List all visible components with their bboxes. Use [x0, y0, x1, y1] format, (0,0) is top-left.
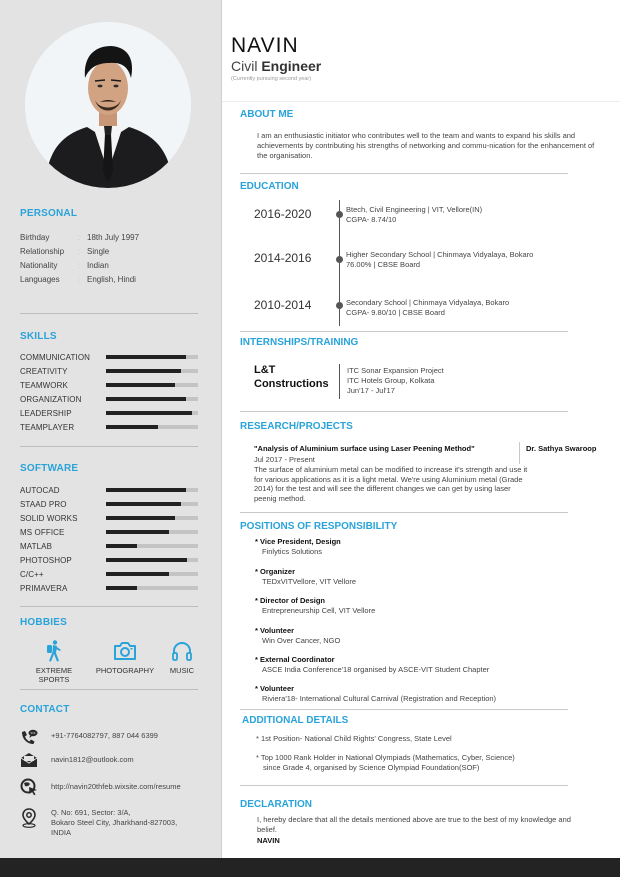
position-item	[255, 567, 356, 587]
education-score: CGPA- 9.80/10 | CBSE Board	[346, 307, 445, 317]
software-row	[20, 554, 198, 566]
project-title: "Analysis of Aluminium surface using Laser Peening Method"	[254, 444, 475, 453]
job-title-bold: Engineer	[261, 58, 322, 74]
position-title: * Organizer	[255, 567, 296, 576]
skill-label: ORGANIZATION	[20, 394, 82, 404]
additional-line: * Top 1000 Rank Holder in National Olympiads (Mathematics, Cyber, Science)	[256, 753, 515, 762]
education-institution: Secondary School | Chinmaya Vidyalaya, Bokaro	[346, 298, 510, 307]
location-pin-icon	[20, 808, 51, 826]
software-bar	[106, 516, 198, 520]
education-entry	[346, 250, 533, 270]
skills-heading: SKILLS	[20, 331, 57, 342]
personal-value: English, Hindi	[87, 275, 136, 284]
project-dates: Jul 2017 - Present	[254, 455, 315, 464]
job-title-light: Civil	[231, 58, 258, 74]
avatar	[25, 22, 191, 188]
hiker-icon	[45, 640, 63, 662]
skill-bar	[106, 383, 198, 387]
contact-website	[20, 778, 181, 796]
software-label: MS OFFICE	[20, 527, 65, 537]
software-bar-fill	[106, 530, 169, 534]
address-line: Bokaro Steel City, Jharkhand-827003,	[51, 818, 178, 828]
skill-label: COMMUNICATION	[20, 352, 91, 362]
divider	[240, 173, 568, 174]
skill-row	[20, 393, 198, 405]
profile-photo	[25, 22, 191, 188]
hobby-label: EXTREME SPORTS	[35, 666, 73, 684]
personal-key: Languages	[20, 275, 60, 284]
skill-row	[20, 365, 198, 377]
personal-row-nationality	[20, 261, 109, 270]
timeline-dot	[336, 211, 343, 218]
software-label: STAAD PRO	[20, 499, 67, 509]
skill-label: TEAMPLAYER	[20, 422, 75, 432]
contact-address	[20, 808, 177, 838]
company-line: L&T	[254, 364, 276, 376]
position-item	[255, 684, 496, 704]
project-guide: Dr. Sathya Swaroop	[526, 444, 597, 453]
address	[51, 808, 177, 838]
personal-row-languages	[20, 275, 136, 284]
envelope-icon	[20, 752, 51, 770]
position-item	[255, 655, 489, 675]
education-score: 76.00% | CBSE Board	[346, 259, 421, 269]
timeline-dot	[336, 256, 343, 263]
divider	[20, 313, 198, 314]
education-heading: EDUCATION	[240, 181, 299, 192]
email-link[interactable]: navin1812@outlook.com	[51, 755, 134, 764]
research-heading: RESEARCH/PROJECTS	[240, 421, 353, 432]
position-item	[255, 596, 375, 616]
phone-icon	[20, 729, 51, 747]
skill-bar-fill	[106, 411, 192, 415]
position-title: * Director of Design	[255, 596, 326, 605]
divider	[240, 331, 568, 332]
divider	[240, 512, 568, 513]
internship-company	[254, 363, 329, 392]
divider	[240, 709, 568, 710]
software-row	[20, 526, 198, 538]
position-org: TEDxVITVellore, VIT Vellore	[262, 577, 357, 587]
skill-bar-fill	[106, 383, 175, 387]
software-row	[20, 582, 198, 594]
about-text: I am an enthusiastic initiator who contributes well to the team and wants to expand his skills and achievements by contributing his strengths of networking and commu-nication for the enhancement of the organisation.	[257, 131, 595, 161]
personal-row-relationship	[20, 247, 109, 256]
contact-heading: CONTACT	[20, 704, 70, 715]
software-bar-fill	[106, 544, 137, 548]
software-row	[20, 498, 198, 510]
position-title: * Volunteer	[255, 626, 295, 635]
skill-bar	[106, 411, 198, 415]
skill-row	[20, 351, 198, 363]
internship-dates: Jun'17 - Jul'17	[347, 385, 395, 395]
personal-separator: :	[78, 261, 81, 270]
software-row	[20, 540, 198, 552]
software-bar-fill	[106, 586, 137, 590]
personal-value: Indian	[87, 261, 109, 270]
skill-bar-fill	[106, 369, 181, 373]
hobby-photography	[92, 640, 158, 675]
software-heading: SOFTWARE	[20, 463, 79, 474]
education-institution: Higher Secondary School | Chinmaya Vidyalaya, Bokaro	[346, 250, 534, 259]
education-years: 2014-2016	[254, 251, 312, 265]
position-org: Riviera'18- International Cultural Carnival (Registration and Reception)	[262, 694, 497, 704]
skill-bar	[106, 397, 198, 401]
skill-bar-fill	[106, 425, 158, 429]
vertical-divider	[339, 364, 340, 399]
personal-key: Relationship	[20, 247, 65, 256]
footer-bar	[0, 858, 620, 877]
additional-item: * 1st Position- National Child Rights' Congress, State Level	[256, 734, 452, 743]
job-title	[231, 58, 321, 74]
software-bar-fill	[106, 488, 186, 492]
position-title: * External Coordinator	[255, 655, 335, 664]
software-row	[20, 568, 198, 580]
about-heading: ABOUT ME	[240, 109, 294, 120]
skill-bar	[106, 425, 198, 429]
additional-line: since Grade 4, organised by Science Olympiad Foundation(SOF)	[263, 763, 480, 773]
skill-label: CREATIVITY	[20, 366, 68, 376]
software-bar	[106, 530, 198, 534]
skill-row	[20, 407, 198, 419]
software-label: PHOTOSHOP	[20, 555, 72, 565]
position-title: * Vice President, Design	[255, 537, 341, 546]
software-bar	[106, 488, 198, 492]
software-bar-fill	[106, 572, 169, 576]
skill-bar-fill	[106, 355, 186, 359]
position-title: * Volunteer	[255, 684, 295, 693]
phone-number[interactable]: +91-7764082797, 887 044 6399	[51, 731, 158, 740]
internship-project: ITC Sonar Expansion Project	[347, 366, 444, 375]
software-bar-fill	[106, 502, 181, 506]
personal-heading: PERSONAL	[20, 208, 78, 219]
software-label: PRIMAVERA	[20, 583, 68, 593]
software-bar	[106, 586, 198, 590]
headphones-icon	[171, 640, 193, 662]
contact-phone	[20, 729, 158, 747]
skill-label: LEADERSHIP	[20, 408, 72, 418]
software-bar-fill	[106, 558, 187, 562]
timeline-dot	[336, 302, 343, 309]
personal-separator: :	[78, 233, 81, 242]
address-line: INDIA	[51, 828, 72, 838]
position-org: ASCE India Conference'18 organised by ASCE-VIT Student Chapter	[262, 665, 490, 675]
personal-row-birthday	[20, 233, 139, 242]
website-link[interactable]: http://navin20thfeb.wixsite.com/resume	[51, 782, 181, 791]
additional-item	[256, 753, 515, 773]
hobby-label: PHOTOGRAPHY	[95, 666, 155, 675]
education-score: CGPA- 8.74/10	[346, 214, 397, 224]
position-org: Entrepreneurship Cell, VIT Vellore	[262, 606, 376, 616]
declaration-text: I, hereby declare that all the details mentioned above are true to the best of my knowledge and belief.	[257, 815, 571, 835]
internship-details	[347, 366, 444, 395]
education-years: 2016-2020	[254, 207, 312, 221]
software-label: AUTOCAD	[20, 485, 60, 495]
personal-separator: :	[78, 275, 81, 284]
project-description: The surface of aluminium metal can be modified to increase it's strength and use it for various applications as it is a light metal. We're using Aluminium metal (Grade 2014) for the test and will see the different changes we can get by using laser peenig method.	[254, 464, 528, 503]
contact-email	[20, 752, 134, 770]
declaration-heading: DECLARATION	[240, 799, 313, 810]
positions-heading: POSITIONS OF RESPONSIBILITY	[240, 521, 398, 532]
education-years: 2010-2014	[254, 298, 312, 312]
skill-bar-fill	[106, 397, 186, 401]
skill-bar	[106, 355, 198, 359]
divider	[20, 689, 198, 690]
skill-bar	[106, 369, 198, 373]
education-entry	[346, 205, 482, 225]
position-item	[255, 626, 340, 646]
personal-value: Single	[87, 247, 110, 256]
position-org: Win Over Cancer, NGO	[262, 636, 341, 646]
signature: NAVIN	[257, 836, 280, 845]
software-label: SOLID WORKS	[20, 513, 78, 523]
globe-cursor-icon	[20, 778, 51, 796]
company-line: Constructions	[254, 378, 329, 391]
hobby-extreme-sports	[20, 640, 88, 684]
software-bar	[106, 558, 198, 562]
position-org: Finlytics Solutions	[262, 547, 323, 557]
hobby-label: MUSIC	[169, 666, 195, 675]
divider	[20, 446, 198, 447]
skill-row	[20, 379, 198, 391]
skill-label: TEAMWORK	[20, 380, 68, 390]
software-row	[20, 512, 198, 524]
software-bar	[106, 502, 198, 506]
hobbies-heading: HOBBIES	[20, 617, 67, 628]
education-entry	[346, 298, 509, 318]
software-bar-fill	[106, 516, 175, 520]
internship-client: ITC Hotels Group, Kolkata	[347, 375, 435, 385]
skill-row	[20, 421, 198, 433]
camera-icon	[113, 640, 137, 662]
hobby-music	[164, 640, 200, 675]
project-details	[254, 455, 534, 504]
personal-key: Nationality	[20, 261, 58, 270]
personal-key: Birthday	[20, 233, 50, 242]
additional-heading: ADDITIONAL DETAILS	[242, 715, 349, 726]
software-label: MATLAB	[20, 541, 53, 551]
divider	[240, 785, 568, 786]
divider	[20, 606, 198, 607]
position-item	[255, 537, 341, 557]
software-bar	[106, 544, 198, 548]
software-label: C/C++	[20, 569, 44, 579]
divider	[222, 101, 620, 102]
education-institution: Btech, Civil Engineering | VIT, Vellore(IN)	[346, 205, 483, 214]
internships-heading: INTERNSHIPS/TRAINING	[240, 337, 359, 348]
personal-value: 18th July 1997	[87, 233, 140, 242]
status-note: (Currently pursuing second year)	[231, 76, 312, 82]
software-row	[20, 484, 198, 496]
address-line: Q. No: 691, Sector: 3/A,	[51, 808, 131, 817]
software-bar	[106, 572, 198, 576]
divider	[240, 411, 568, 412]
personal-separator: :	[78, 247, 81, 256]
sidebar	[0, 0, 222, 858]
candidate-name: NAVIN	[231, 34, 299, 57]
